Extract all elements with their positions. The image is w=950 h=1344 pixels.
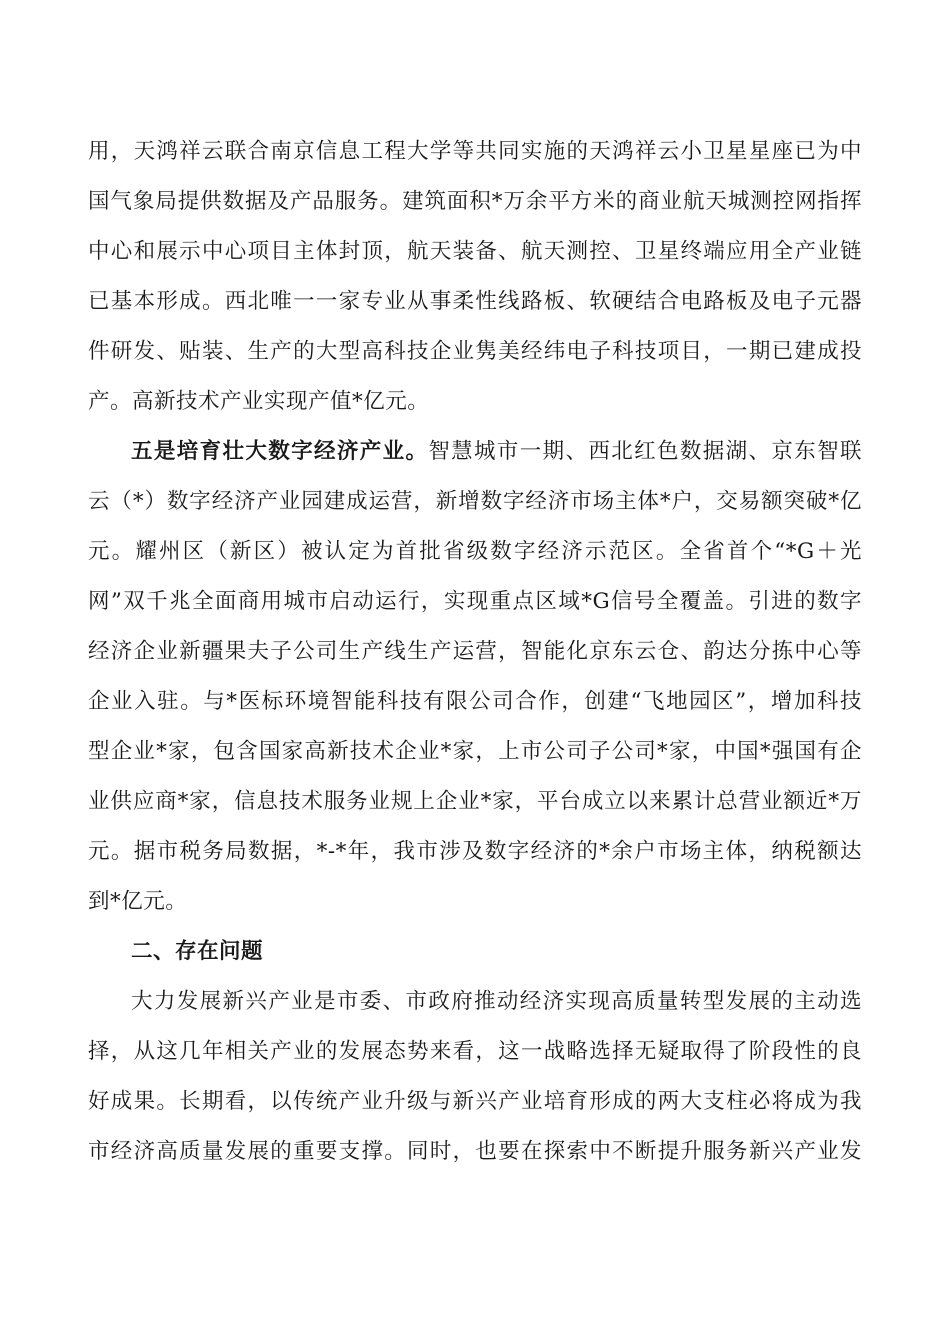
paragraph-line: 市经济高质量发展的重要支撑。同时，也要在探索中不断提升服务新兴产业发 <box>88 1139 862 1164</box>
paragraph-line: 型企业*家，包含国家高新技术企业*家，上市公司子公司*家，中国*强国有企 <box>88 739 862 764</box>
paragraph-line: 网”双千兆全面商用城市启动运行，实现重点区域*G信号全覆盖。引进的数字 <box>88 589 862 614</box>
paragraph-line: 件研发、贴装、生产的大型高科技企业隽美经纬电子科技项目，一期已建成投 <box>88 339 862 364</box>
paragraph-line: 到*亿元。 <box>88 889 188 914</box>
paragraph-line: 元。耀州区（新区）被认定为首批省级数字经济示范区。全省首个“*G＋光 <box>88 539 862 564</box>
paragraph-line: 企业入驻。与*医标环境智能科技有限公司合作，创建“飞地园区”，增加科技 <box>88 689 862 714</box>
paragraph-line: 择，从这几年相关产业的发展态势来看，这一战略选择无疑取得了阶段性的良 <box>88 1039 862 1064</box>
paragraph-line: 已基本形成。西北唯一一家专业从事柔性线路板、软硬结合电路板及电子元器 <box>88 289 862 314</box>
paragraph-line: 中心和展示中心项目主体封顶，航天装备、航天测控、卫星终端应用全产业链 <box>88 239 862 264</box>
paragraph-line: 经济企业新疆果夫子公司生产线生产运营，智能化京东云仓、韵达分拣中心等 <box>88 639 862 664</box>
paragraph-line: 云（*）数字经济产业园建成运营，新增数字经济市场主体*户，交易额突破*亿 <box>88 489 862 514</box>
paragraph-line: 大力发展新兴产业是市委、市政府推动经济实现高质量转型发展的主动选 <box>131 989 862 1014</box>
paragraph-lead-bold: 五是培育壮大数字经济产业。 <box>131 439 429 464</box>
paragraph-line: 产。高新技术产业实现产值*亿元。 <box>88 389 430 414</box>
paragraph-line: 好成果。长期看，以传统产业升级与新兴产业培育形成的两大支柱必将成为我 <box>88 1089 862 1114</box>
paragraph-line: 用，天鸿祥云联合南京信息工程大学等共同实施的天鸿祥云小卫星星座已为中 <box>88 139 862 164</box>
paragraph-line: 国气象局提供数据及产品服务。建筑面积*万余平方米的商业航天城测控网指挥 <box>88 189 862 214</box>
paragraph-line: 元。据市税务局数据，*-*年，我市涉及数字经济的*余户市场主体，纳税额达 <box>88 839 862 864</box>
paragraph-first-line <box>131 432 862 472</box>
section-heading: 二、存在问题 <box>131 939 264 964</box>
paragraph-line: 业供应商*家，信息技术服务业规上企业*家，平台成立以来累计总营业额近*万 <box>88 789 862 814</box>
paragraph-text: 智慧城市一期、西北红色数据湖、京东智联 <box>428 439 862 464</box>
